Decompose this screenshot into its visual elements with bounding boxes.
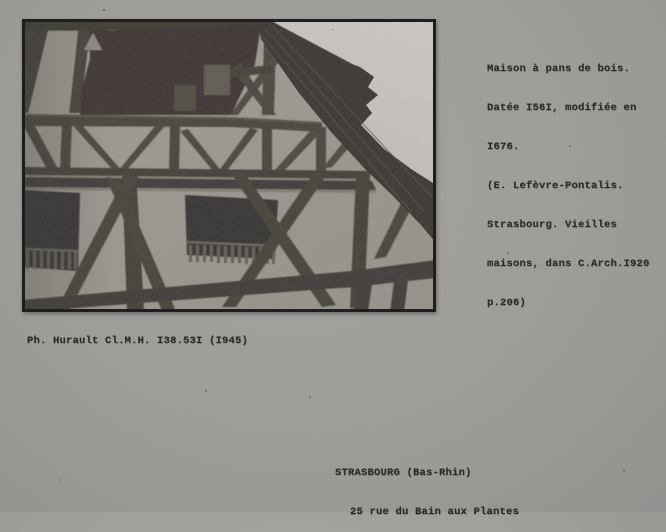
typed-reference-note — [487, 37, 650, 323]
reference-line-2: Datée I56I, modifiée en — [487, 102, 637, 114]
location-line-1: STRASBOURG (Bas-Rhin) — [335, 467, 472, 479]
reference-line-5: Strasbourg. Vieilles — [487, 219, 618, 231]
photo-grain — [22, 19, 436, 312]
photo-credit: Ph. Hurault Cl.M.H. I38.53I (I945) — [27, 335, 249, 347]
reference-line-1: Maison à pans de bois. — [487, 63, 631, 75]
photograph — [22, 19, 436, 312]
reference-line-6: maisons, dans C.Arch.I920 — [487, 258, 650, 270]
location-note — [335, 441, 519, 532]
reference-line-3: I676. — [487, 141, 520, 153]
reference-line-7: p.206) — [487, 297, 527, 309]
reference-line-4: (E. Lefèvre-Pontalis. — [487, 180, 624, 192]
photo-illustration — [22, 19, 436, 312]
location-line-2: 25 rue du Bain aux Plantes — [350, 506, 520, 518]
